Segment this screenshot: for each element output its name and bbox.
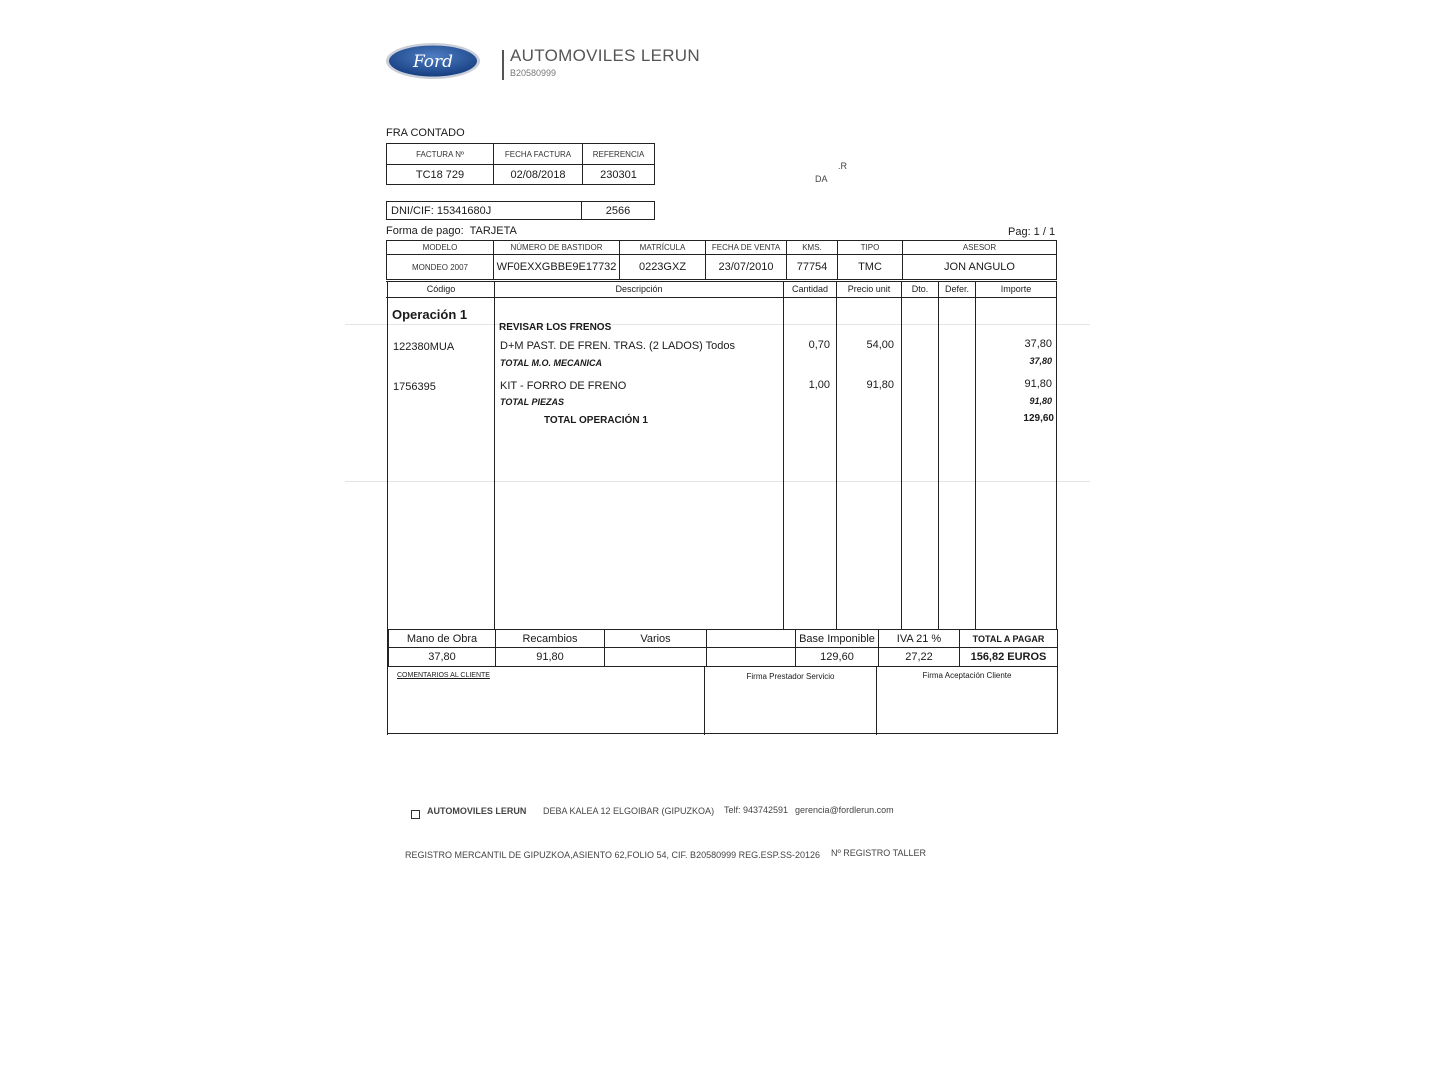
company-name: AUTOMOVILES LERUN [510, 46, 700, 65]
total-labor-label: Mano de Obra [389, 630, 496, 648]
document-type: FRA CONTADO [386, 127, 465, 139]
vehicle-model: MONDEO 2007 [387, 255, 494, 280]
operation-subtitle: REVISAR LOS FRENOS [499, 322, 612, 333]
vat-value: 27,22 [879, 648, 960, 667]
total-misc-value [605, 648, 707, 667]
footer-email: gerencia@fordlerun.com [795, 805, 894, 815]
vehicle-kms: 77754 [787, 255, 838, 280]
col-amount-header: Importe [1000, 284, 1032, 294]
vehicle-header: NÚMERO DE BASTIDOR [494, 241, 620, 255]
comments-label: COMENTARIOS AL CLIENTE [397, 672, 490, 679]
customer-fragment-2: DA [815, 174, 828, 184]
dni-box [386, 201, 655, 220]
rule [1056, 281, 1057, 629]
vat-label: IVA 21 % [879, 630, 960, 648]
tax-base-label: Base Imponible [796, 630, 879, 648]
rule [938, 281, 939, 629]
item-amount: 91,80 [1024, 378, 1052, 390]
item-code: 1756395 [393, 381, 436, 393]
totals-table [388, 629, 1058, 667]
rule [386, 297, 1057, 298]
rule [836, 281, 837, 629]
reference-label: REFERENCIA [583, 144, 655, 165]
invoice-date: 02/08/2018 [494, 165, 583, 185]
total-parts-label: Recambios [496, 630, 605, 648]
subtotal-parts-value: 91,80 [1029, 396, 1052, 406]
subtotal-labor-label: TOTAL M.O. MECANICA [500, 358, 602, 368]
item-unit-price: 54,00 [866, 339, 894, 351]
vehicle-header: KMS. [787, 241, 838, 255]
tax-base-value: 129,60 [796, 648, 879, 667]
vehicle-header: TIPO [838, 241, 903, 255]
col-code-header: Código [426, 284, 456, 294]
rule [386, 281, 1057, 282]
company-cif: B20580999 [510, 68, 557, 78]
invoice-number-label: FACTURA Nº [387, 144, 494, 165]
customer-code: 2566 [582, 202, 655, 220]
rule [1057, 666, 1058, 733]
operation-total-value: 129,60 [1023, 413, 1054, 424]
total-due-label: TOTAL A PAGAR [960, 630, 1058, 648]
total-blank-value [707, 648, 796, 667]
page-indicator: Pag: 1 / 1 [1008, 226, 1056, 238]
rule [388, 733, 1058, 734]
item-description: KIT - FORRO DE FRENO [500, 380, 627, 392]
invoice-number: TC18 729 [387, 165, 494, 185]
col-description-header: Descripción [615, 284, 663, 294]
payment-method [386, 225, 517, 237]
subtotal-labor-value: 37,80 [1029, 356, 1052, 366]
dni-value: DNI/CIF: 15341680J [387, 202, 582, 220]
header-divider [502, 50, 504, 80]
footer-address: DEBA KALEA 12 ELGOIBAR (GIPUZKOA) [543, 806, 715, 816]
vehicle-header: FECHA DE VENTA [706, 241, 787, 255]
operation-total-label: TOTAL OPERACIÓN 1 [544, 415, 648, 426]
item-amount: 37,80 [1024, 338, 1052, 350]
col-deferred-header: Defer. [944, 284, 969, 294]
reference-value: 230301 [583, 165, 655, 185]
vehicle-sale-date: 23/07/2010 [706, 255, 787, 280]
subtotal-parts-label: TOTAL PIEZAS [500, 397, 565, 407]
col-discount-header: Dto. [911, 284, 929, 294]
vehicle-plate: 0223GXZ [620, 255, 706, 280]
payment-value: TARJETA [469, 225, 517, 237]
rule [494, 281, 495, 629]
item-description: D+M PAST. DE FREN. TRAS. (2 LADOS) Todos [500, 340, 736, 352]
col-unit-price-header: Precio unit [847, 284, 891, 294]
rule [975, 281, 976, 629]
footer-checkbox-icon [411, 810, 420, 819]
total-labor-value: 37,80 [389, 648, 496, 667]
vehicle-type: TMC [838, 255, 903, 280]
provider-signature-label: Firma Prestador Servicio [746, 672, 835, 681]
item-code: 122380MUA [393, 341, 455, 353]
payment-label: Forma de pago: [386, 225, 464, 237]
ford-logo-text: Ford [412, 52, 454, 72]
footer-phone: Telf: 943742591 [724, 805, 789, 815]
vehicle-header: ASESOR [903, 241, 1057, 255]
total-misc-label: Varios [605, 630, 707, 648]
total-due-value: 156,82 EUROS [960, 648, 1058, 667]
vehicle-header: MATRÍCULA [620, 241, 706, 255]
ford-logo [385, 42, 481, 80]
footer-company: AUTOMOVILES LERUN [427, 806, 527, 816]
total-parts-value: 91,80 [496, 648, 605, 667]
item-unit-price: 91,80 [866, 379, 894, 391]
vehicle-advisor: JON ANGULO [903, 255, 1057, 280]
scan-artifact-line [345, 324, 1090, 325]
vehicle-header: MODELO [387, 241, 494, 255]
invoice-info-box [386, 143, 655, 185]
footer-registry: REGISTRO MERCANTIL DE GIPUZKOA,ASIENTO 62,FOLIO 54, CIF. B20580999 REG.ESP.SS-20126 [405, 850, 820, 860]
invoice-date-label: FECHA FACTURA [494, 144, 583, 165]
operation-title: Operación 1 [392, 307, 468, 322]
col-quantity-header: Cantidad [791, 284, 829, 294]
scan-artifact-line [345, 481, 1090, 482]
total-blank-label [707, 630, 796, 648]
vehicle-vin: WF0EXXGBBE9E17732 [494, 255, 620, 280]
item-quantity: 1,00 [808, 379, 830, 391]
vehicle-table [386, 240, 1057, 280]
client-signature-label: Firma Aceptación Cliente [922, 671, 1012, 680]
customer-fragment-1: .R [838, 161, 847, 171]
rule [901, 281, 902, 629]
footer-workshop-registry: Nº REGISTRO TALLER [831, 848, 926, 858]
rule [783, 281, 784, 629]
item-quantity: 0,70 [808, 339, 830, 351]
